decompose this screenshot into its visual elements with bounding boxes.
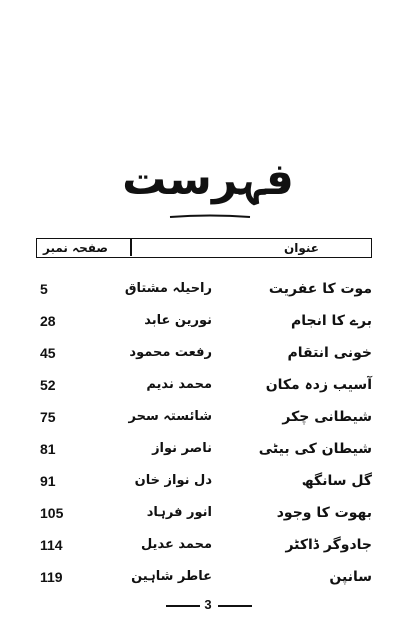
title-underline bbox=[168, 214, 252, 219]
footer-rule-left bbox=[166, 605, 200, 607]
entry-author: انور فرہاد bbox=[146, 505, 212, 520]
toc-row bbox=[0, 434, 416, 464]
entry-page: 119 bbox=[40, 569, 63, 585]
toc-row bbox=[0, 562, 416, 592]
toc-row bbox=[0, 370, 416, 400]
toc-row bbox=[0, 306, 416, 336]
entry-title: شیطانی چکر bbox=[282, 409, 372, 425]
entry-title: سانپن bbox=[329, 569, 372, 585]
entry-title: بھوت کا وجود bbox=[276, 505, 372, 521]
entry-title: خونی انتقام bbox=[287, 345, 372, 361]
entry-author: نورین عابد bbox=[144, 313, 212, 328]
footer-page-number: 3 bbox=[204, 597, 212, 612]
entry-page: 75 bbox=[40, 409, 56, 425]
toc-row bbox=[0, 466, 416, 496]
page-footer bbox=[0, 595, 416, 615]
entry-author: عاطر شاہین bbox=[131, 569, 212, 584]
toc-row bbox=[0, 338, 416, 368]
entry-page: 5 bbox=[40, 281, 48, 297]
entry-page: 105 bbox=[40, 505, 64, 521]
entry-author: دل نواز خان bbox=[134, 473, 212, 488]
toc-row bbox=[0, 274, 416, 304]
toc-row bbox=[0, 530, 416, 560]
entry-author: محمد ندیم bbox=[146, 377, 212, 392]
entry-author: ناصر نواز bbox=[152, 441, 212, 456]
entry-author: راحیلہ مشتاق bbox=[124, 281, 212, 296]
header-title-label: عنوان bbox=[284, 241, 319, 255]
entry-title: موت کا عفریت bbox=[268, 281, 372, 297]
entry-page: 45 bbox=[40, 345, 56, 361]
entry-title: آسیب زدہ مکان bbox=[265, 377, 372, 393]
entry-author: شائستہ سحر bbox=[128, 409, 212, 424]
header-divider bbox=[130, 239, 132, 256]
entry-title: جادوگر ڈاکٹر bbox=[285, 537, 372, 553]
entry-page: 114 bbox=[40, 537, 63, 553]
entry-page: 91 bbox=[40, 473, 56, 489]
entry-page: 52 bbox=[40, 377, 56, 393]
footer-rule-right bbox=[218, 605, 252, 607]
entry-title: برے کا انجام bbox=[291, 313, 372, 329]
page-title: فہرست bbox=[122, 154, 294, 205]
toc-row bbox=[0, 402, 416, 432]
entry-author: رفعت محمود bbox=[129, 345, 212, 360]
entry-title: گل سانگھ bbox=[301, 473, 372, 489]
toc-row bbox=[0, 498, 416, 528]
table-header bbox=[36, 238, 372, 258]
entry-page: 28 bbox=[40, 313, 56, 329]
header-page-label: صفحہ نمبر bbox=[43, 241, 109, 255]
entry-author: محمد عدیل bbox=[140, 537, 212, 552]
entry-title: شیطان کی بیٹی bbox=[258, 441, 372, 457]
entry-page: 81 bbox=[40, 441, 56, 457]
